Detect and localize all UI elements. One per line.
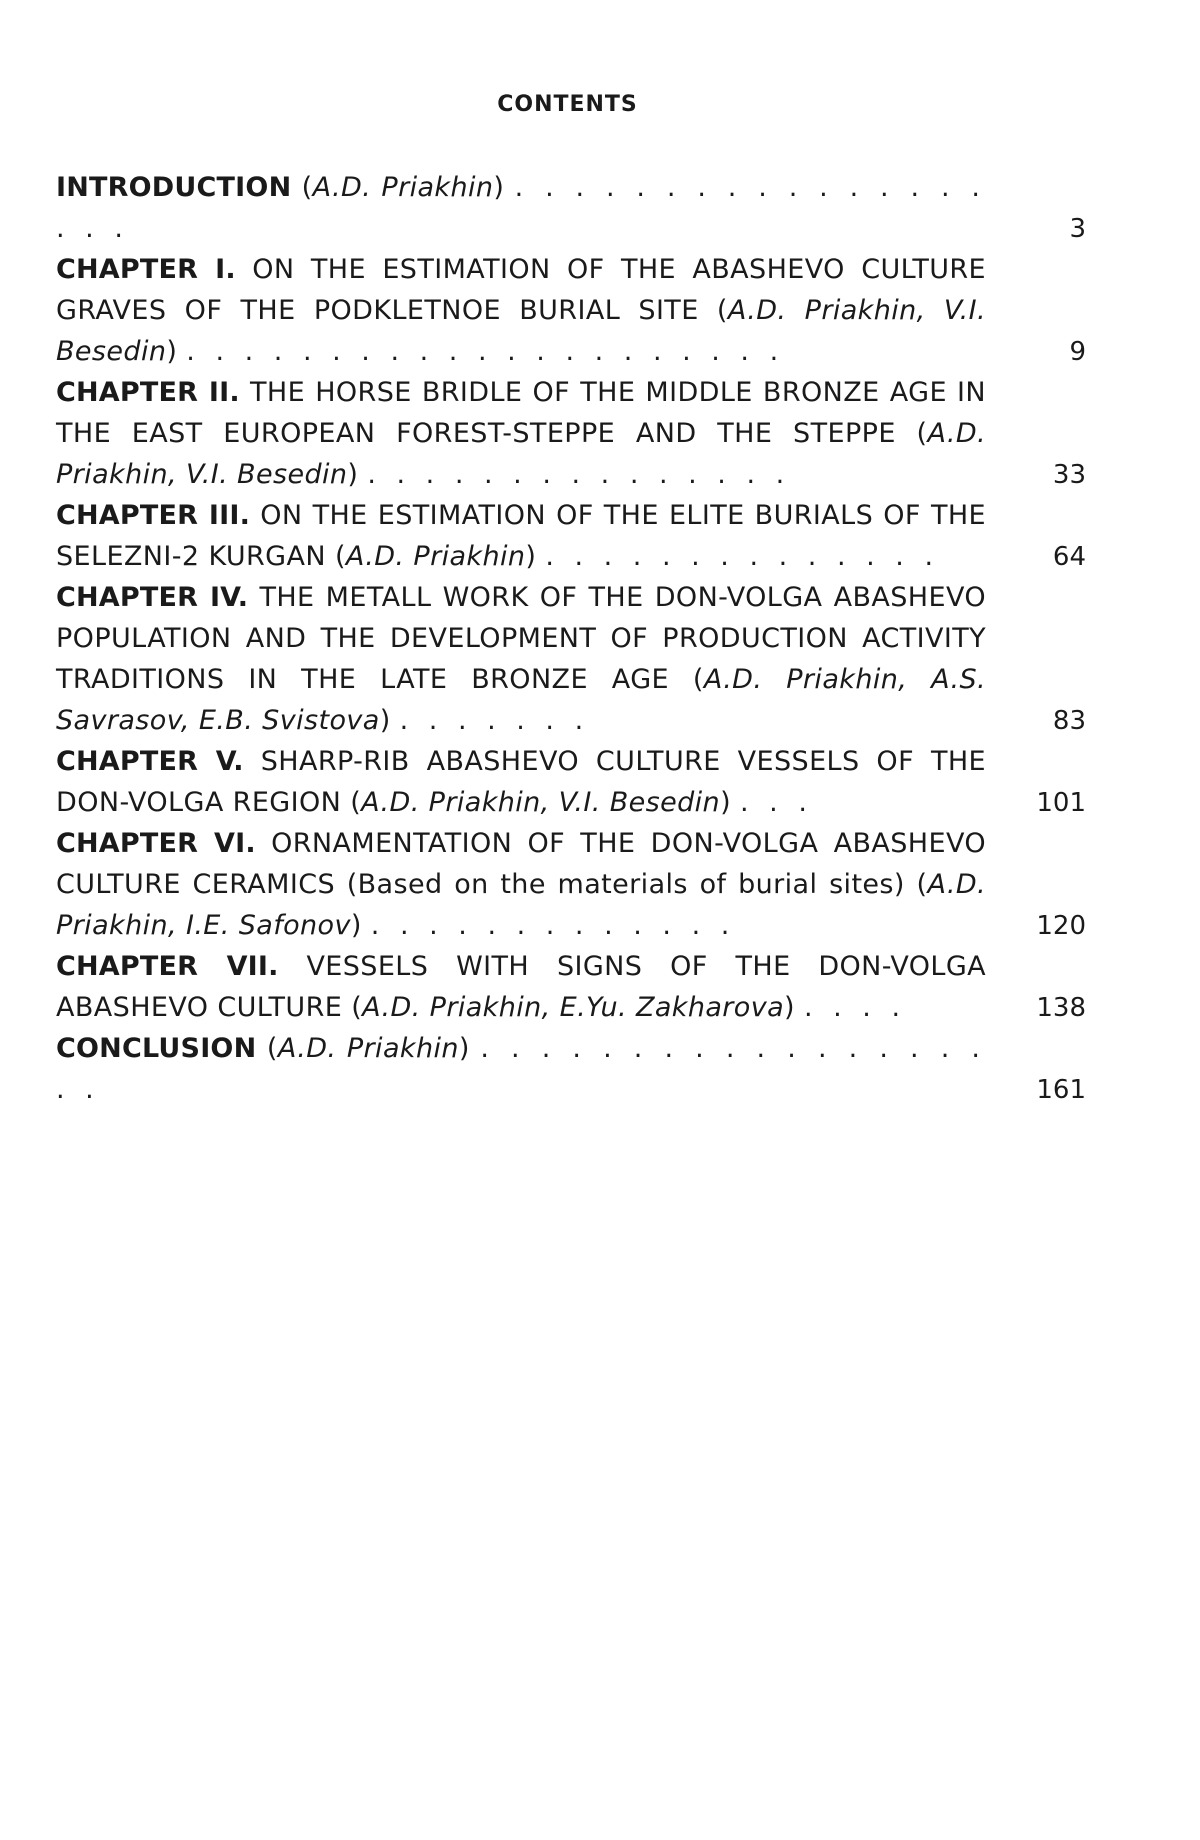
entry-title: SHARP-RIB ABASHEVO CULTURE VESSELS OF THE DON-VOLGA REGION xyxy=(56,746,986,818)
toc-entry-chapter-5 xyxy=(56,741,1086,823)
entry-authors: A.D. Priakhin, V.I. Besedin xyxy=(361,787,721,818)
entry-authors: A.D. Priakhin, V.I. Besedin xyxy=(56,418,986,490)
entry-authors: A.D. Priakhin, E.Yu. Zakharova xyxy=(362,992,785,1023)
entry-label: INTRODUCTION xyxy=(56,172,292,203)
toc-entry-chapter-1 xyxy=(56,249,1086,372)
page-number: 3 xyxy=(1069,214,1086,244)
page-number: 9 xyxy=(1069,337,1086,367)
page-number: 138 xyxy=(1036,993,1086,1023)
author-group: (A.D. Priakhin, V.I. Besedin) xyxy=(56,295,986,367)
toc-entry-text xyxy=(56,167,986,249)
toc-entry-introduction xyxy=(56,167,1086,249)
toc-entry-chapter-7 xyxy=(56,946,1086,1028)
toc-entry-text xyxy=(56,577,986,741)
page-number: 33 xyxy=(1052,460,1086,490)
entry-authors: A.D. Priakhin, V.I. Besedin xyxy=(56,295,986,367)
toc-entry-chapter-4 xyxy=(56,577,1086,741)
page-number: 83 xyxy=(1052,706,1086,736)
author-group: (A.D. Priakhin) xyxy=(301,172,505,203)
entry-label: CONCLUSION xyxy=(56,1033,257,1064)
toc-entry-chapter-2 xyxy=(56,372,1086,495)
entry-title: VESSELS WITH SIGNS OF THE DON-VOLGA ABASHEVO CULTURE xyxy=(56,951,987,1023)
author-group: (A.D. Priakhin) xyxy=(266,1033,470,1064)
page-number: 64 xyxy=(1052,542,1086,572)
entry-title: THE HORSE BRIDLE OF THE MIDDLE BRONZE AGE IN THE EAST EUROPEAN FOREST-STEPPE AND THE STEPPE xyxy=(56,377,986,449)
dot-leader: . . . . . . . . . . . . . . . . . . . . . xyxy=(186,336,785,367)
entry-authors: A.D. Priakhin xyxy=(312,172,494,203)
dot-leader: . . . . . . . . . . . . . . . . . . . xyxy=(56,172,987,244)
author-group: (A.D. Priakhin, E.Yu. Zakharova) xyxy=(351,992,795,1023)
entry-authors: A.D. Priakhin, I.E. Safonov xyxy=(56,869,987,941)
toc-entry-text xyxy=(56,1028,986,1110)
entry-authors: A.D. Priakhin xyxy=(345,541,526,572)
author-group: (A.D. Priakhin) xyxy=(334,541,537,572)
dot-leader: . . . . . . . . . . . . . xyxy=(370,910,736,941)
entry-label: CHAPTER V. xyxy=(56,746,244,777)
dot-leader: . . . . . . . . . . . . . . xyxy=(545,541,940,572)
toc-entry-text xyxy=(56,249,986,372)
toc-entry-text xyxy=(56,495,986,577)
entry-title: ON THE ESTIMATION OF THE ELITE BURIALS OF THE SELEZNI-2 KURGAN xyxy=(56,500,986,572)
toc-entry-text xyxy=(56,946,986,1028)
toc-entry-conclusion xyxy=(56,1028,1086,1110)
entry-label: CHAPTER II. xyxy=(56,377,240,408)
toc-entry-chapter-3 xyxy=(56,495,1086,577)
entry-authors: A.D. Priakhin, A.S. Savrasov, E.B. Svistova xyxy=(56,664,986,736)
entry-title: ORNAMENTATION OF THE DON-VOLGA ABASHEVO CULTURE CERAMICS (Based on the materials of burial sites) xyxy=(56,828,986,900)
entry-title: ON THE ESTIMATION OF THE ABASHEVO CULTURE GRAVES OF THE PODKLETNOE BURIAL SITE xyxy=(56,254,987,326)
page-number: 101 xyxy=(1036,788,1086,818)
entry-label: CHAPTER IV. xyxy=(56,582,249,613)
page-number: 161 xyxy=(1036,1075,1086,1105)
dot-leader: . . . . . . . xyxy=(399,705,590,736)
dot-leader: . . . . xyxy=(803,992,907,1023)
author-group: (A.D. Priakhin, V.I. Besedin) xyxy=(350,787,732,818)
entry-label: CHAPTER VII. xyxy=(56,951,279,982)
toc-entry-chapter-6 xyxy=(56,823,1086,946)
author-group: (A.D. Priakhin, I.E. Safonov) xyxy=(56,869,987,941)
entry-authors: A.D. Priakhin xyxy=(277,1033,459,1064)
page-number: 120 xyxy=(1036,911,1086,941)
toc-list xyxy=(56,167,1086,1110)
entry-label: CHAPTER I. xyxy=(56,254,236,285)
entry-label: CHAPTER VI. xyxy=(56,828,256,859)
toc-entry-text xyxy=(56,823,986,946)
dot-leader: . . . . . . . . . . . . . . . . . . . xyxy=(56,1033,986,1105)
author-group: (A.D. Priakhin, V.I. Besedin) xyxy=(56,418,986,490)
entry-label: CHAPTER III. xyxy=(56,500,251,531)
page-title: CONTENTS xyxy=(497,92,638,117)
toc-entry-text xyxy=(56,372,986,495)
toc-entry-text xyxy=(56,741,986,823)
dot-leader: . . . xyxy=(740,787,813,818)
author-group: (A.D. Priakhin, A.S. Savrasov, E.B. Svistova) xyxy=(56,664,986,736)
dot-leader: . . . . . . . . . . . . . . . xyxy=(367,459,791,490)
entry-title: THE METALL WORK OF THE DON-VOLGA ABASHEVO POPULATION AND THE DEVELOPMENT OF PRODUCTION ACTIVITY TRADITIONS IN THE LATE BRONZE AGE xyxy=(56,582,987,695)
